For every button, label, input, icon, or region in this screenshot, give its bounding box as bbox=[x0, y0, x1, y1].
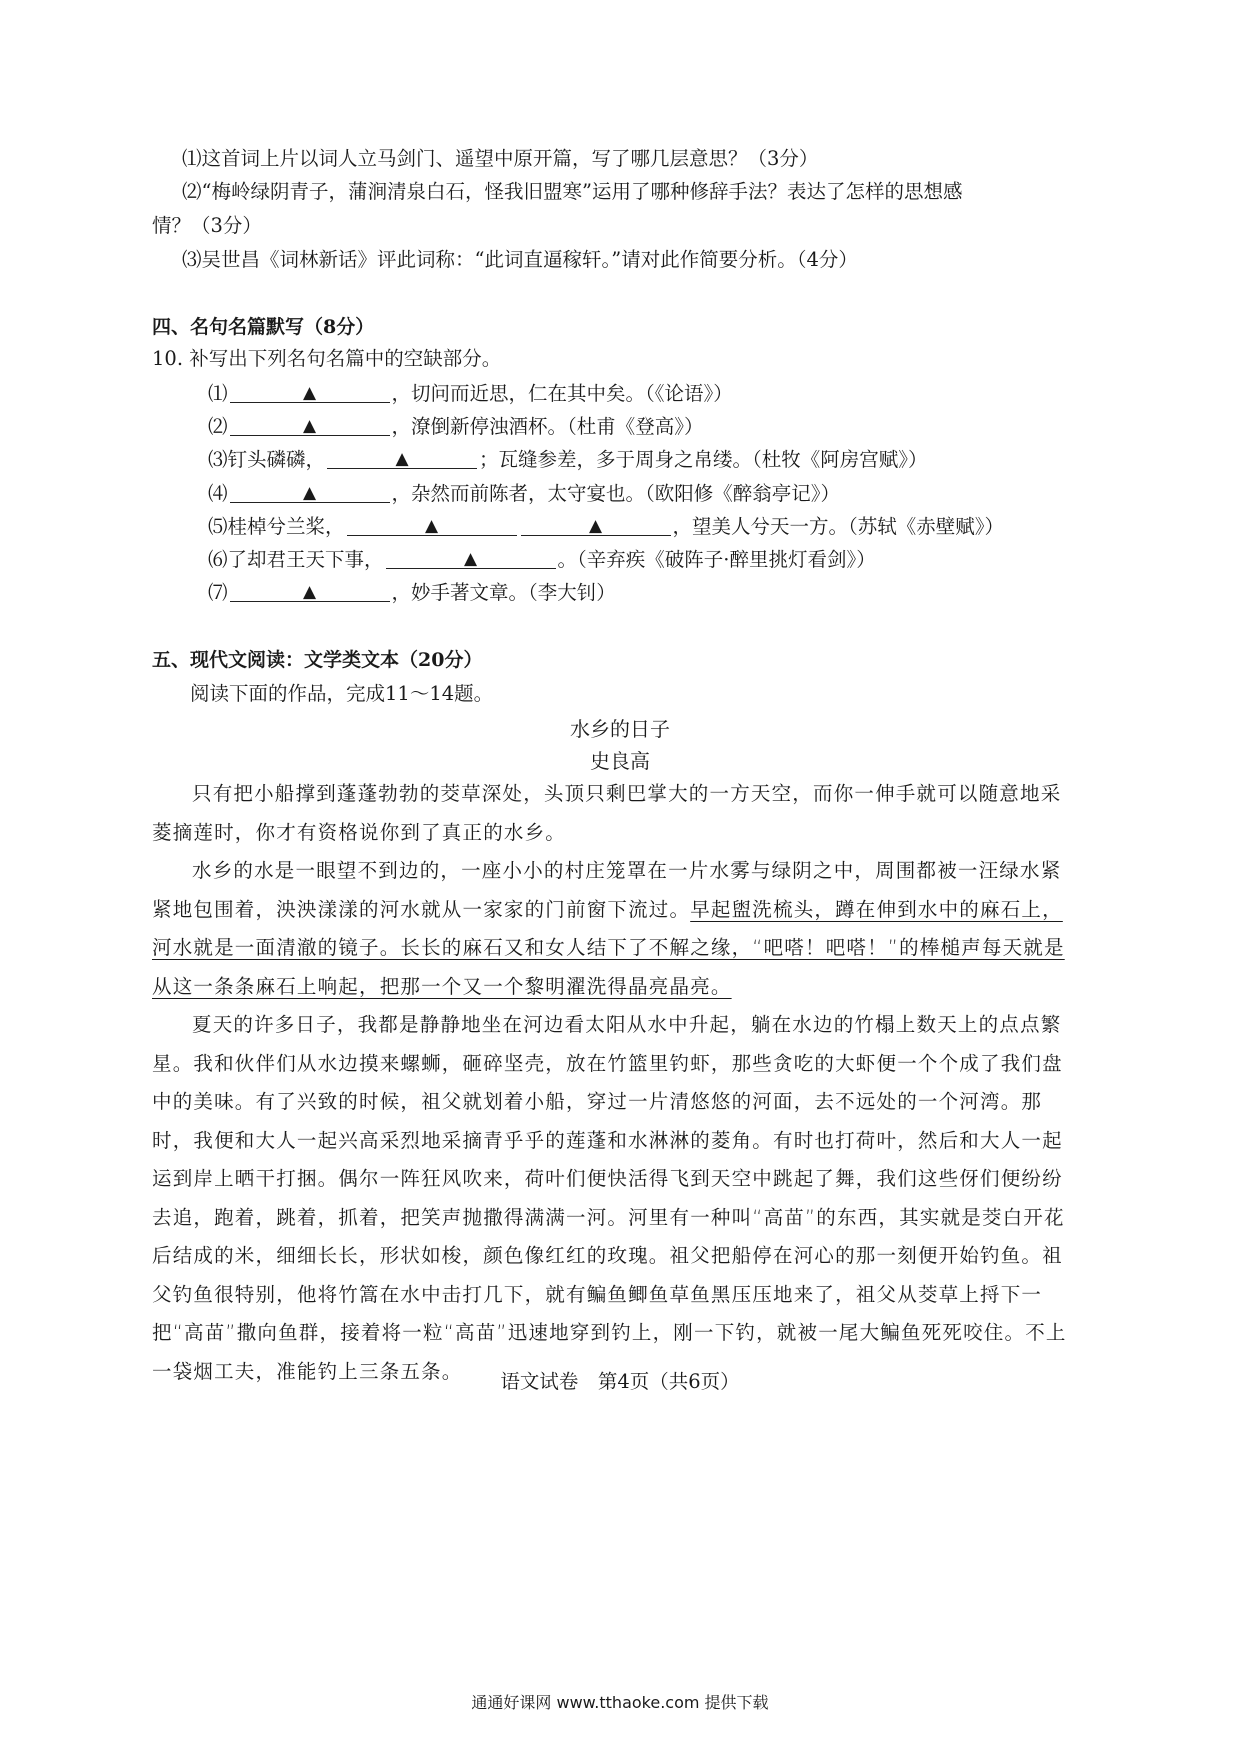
download-watermark: 通通好课网 www.tthaoke.com 提供下载 bbox=[471, 1693, 769, 1712]
item-number: ⑶ bbox=[208, 448, 228, 471]
answer-blank[interactable] bbox=[521, 513, 671, 536]
answer-blank[interactable] bbox=[230, 579, 390, 602]
q10-item-5 bbox=[208, 513, 1004, 541]
item-pre-text: 钉头磷磷， bbox=[227, 448, 326, 471]
section5-instruction: 阅读下面的作品，完成11～14题。 bbox=[190, 682, 494, 705]
q9-sub3: ⑶吴世昌《词林新话》评此词称：“此词直逼稼轩。”请对此作简要分析。（4分） bbox=[182, 248, 858, 271]
q10-item-7 bbox=[208, 579, 616, 607]
passage-author: 史良高 bbox=[590, 749, 650, 773]
item-number: ⑺ bbox=[208, 581, 228, 604]
answer-blank[interactable] bbox=[386, 546, 556, 569]
answer-blank[interactable] bbox=[230, 480, 390, 503]
q10-item-4 bbox=[208, 480, 840, 508]
item-pre-text: 桂棹兮兰桨， bbox=[227, 515, 345, 538]
triangle-mark-icon: ▲ bbox=[395, 449, 409, 469]
q10-item-1 bbox=[208, 380, 733, 408]
passage-title: 水乡的日子 bbox=[570, 717, 670, 741]
item-pre-text: 了却君王天下事， bbox=[227, 548, 384, 571]
triangle-mark-icon: ▲ bbox=[463, 549, 478, 569]
section5-heading: 五、现代文阅读：文学类文本（20分） bbox=[152, 649, 483, 671]
triangle-mark-icon: ▲ bbox=[424, 516, 439, 536]
answer-blank[interactable] bbox=[230, 413, 390, 436]
item-number: ⑴ bbox=[208, 382, 228, 405]
q9-sub2-line1: ⑵“梅岭绿阴青子，蒲涧清泉白石，怪我旧盟寒”运用了哪种修辞手法？表达了怎样的思想感 bbox=[182, 180, 963, 203]
item-text: ，妙手著文章。（李大钊） bbox=[391, 581, 616, 604]
answer-blank[interactable] bbox=[347, 513, 517, 536]
passage-paragraph-2 bbox=[152, 852, 1082, 1006]
q9-sub2-line2: 情？（3分） bbox=[152, 214, 262, 237]
answer-blank[interactable] bbox=[327, 446, 477, 469]
item-text: ，杂然而前陈者，太守宴也。（欧阳修《醉翁亭记》） bbox=[391, 482, 841, 505]
q10-prompt: 10. 补写出下列名句名篇中的空缺部分。 bbox=[152, 347, 502, 370]
triangle-mark-icon: ▲ bbox=[302, 383, 317, 403]
item-text: ，切问而近思，仁在其中矣。（《论语》） bbox=[391, 382, 733, 405]
item-number: ⑹ bbox=[208, 548, 228, 571]
section4-heading: 四、名句名篇默写（8分） bbox=[152, 316, 375, 338]
answer-blank[interactable] bbox=[230, 380, 390, 403]
passage-paragraph-3: 夏天的许多日子，我都是静静地坐在河边看太阳从水中升起，躺在水边的竹榻上数天上的点点繁星。我和伙伴们从水边摸来螺蛳，砸碎坚壳，放在竹篮里钓虾，那些贪吃的大虾便一个个成了我们盘中的美味。有了兴致的时候，祖父就划着小船，穿过一片清悠悠的河面，去不远处的一个河湾。那时，我便和大人一起兴高采烈地采摘青乎乎的莲蓬和水淋淋的菱角。有时也打荷叶，然后和大人一起运到岸上晒干打捆。偶尔一阵狂风吹来，荷叶们便快活得飞到天空中跳起了舞，我们这些伢们便纷纷去追，跑着，跳着，抓着，把笑声抛撒得满满一河。河里有一种叫“高苗”的东西，其实就是茭白开花后结成的米，细细长长，形状如梭，颜色像红红的玫瑰。祖父把船停在河心的那一刻便开始钓鱼。祖父钓鱼很特别，他将竹篙在水中击打几下，就有鳊鱼鲫鱼草鱼黑压压地来了，祖父从茭草上捋下一把“高苗”撒向鱼群，接着将一粒“高苗”迅速地穿到钓上，刚一下钓，就被一尾大鳊鱼死死咬住。不上一袋烟工夫，准能钓上三条五条。 bbox=[152, 1013, 1067, 1383]
triangle-mark-icon: ▲ bbox=[302, 483, 317, 503]
triangle-mark-icon: ▲ bbox=[302, 582, 317, 602]
item-text: ，望美人兮天一方。（苏轼《赤壁赋》） bbox=[672, 515, 1005, 538]
q10-item-2 bbox=[208, 413, 704, 441]
paragraph-2-text: 水乡的水是一眼望不到边的，一座小小的村庄笼罩在一片水雾与绿阴之中，周围都被一汪绿水紧紧地包围着，泱泱漾漾的河水就从一家家的门前窗下流过。 bbox=[152, 859, 1062, 921]
q9-sub1: ⑴这首词上片以词人立马剑门、遥望中原开篇，写了哪几层意思？（3分） bbox=[182, 147, 819, 170]
q10-item-6 bbox=[208, 546, 876, 574]
item-number: ⑸ bbox=[208, 515, 228, 538]
passage-paragraph-1: 只有把小船撑到蓬蓬勃勃的茭草深处，头顶只剩巴掌大的一方天空，而你一伸手就可以随意地采菱摘莲时，你才有资格说你到了真正的水乡。 bbox=[152, 782, 1062, 844]
item-text: ；瓦缝参差，多于周身之帛缕。（杜牧《阿房宫赋》） bbox=[479, 448, 928, 471]
item-number: ⑷ bbox=[208, 482, 228, 505]
page-footer: 语文试卷 第4页（共6页） bbox=[500, 1370, 740, 1393]
underlined-passage: 早起盥洗梳头，蹲在伸到水中的麻石上，河水就是一面清澈的镜子。长长的麻石又和女人结下了不解之缘，“吧嗒！吧嗒！”的棒槌声每天就是从这一条条麻石上响起，把那一个又一个黎明濯洗得晶亮晶亮。 bbox=[152, 897, 1065, 998]
q10-item-3 bbox=[208, 446, 928, 474]
item-text: ，潦倒新停浊酒杯。（杜甫《登高》） bbox=[391, 415, 704, 438]
triangle-mark-icon: ▲ bbox=[588, 516, 603, 536]
triangle-mark-icon: ▲ bbox=[302, 416, 317, 436]
item-text: 。（辛弃疾《破阵子·醉里挑灯看剑》） bbox=[557, 548, 876, 571]
item-number: ⑵ bbox=[208, 415, 228, 438]
